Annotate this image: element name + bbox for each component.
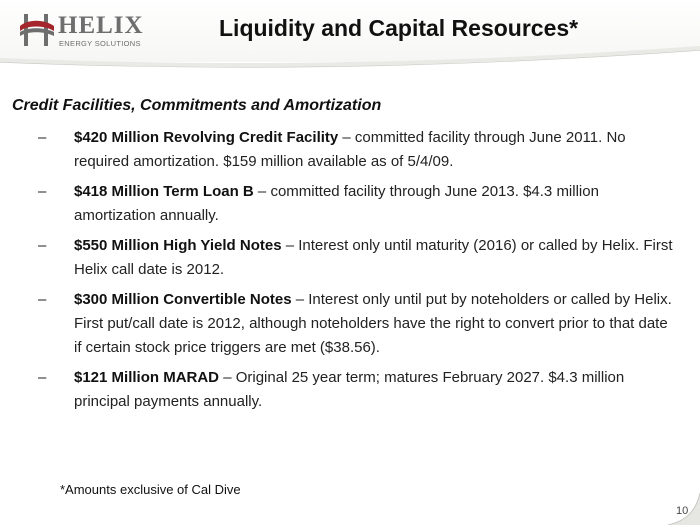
- helix-logo-mark-icon: [18, 10, 56, 50]
- page-number: 10: [676, 505, 689, 517]
- bullet-text: – Interest only until maturity (2016) or called by Helix. First Helix call date is 2012.: [74, 237, 673, 278]
- slide-title: Liquidity and Capital Resources*: [219, 15, 579, 41]
- bullet-dash: –: [38, 237, 47, 254]
- bullet-bold-label: $550 Million High Yield Notes: [74, 237, 282, 254]
- bullet-dash: –: [38, 291, 47, 308]
- section-heading: Credit Facilities, Commitments and Amortization: [12, 97, 382, 114]
- bullet-dash: –: [38, 369, 47, 386]
- bullet-list: [38, 126, 678, 420]
- bullet-dash: –: [38, 129, 47, 146]
- bullet-text: – Interest only until put by noteholders or called by Helix. First put/call date is 2012, although noteholders have the right to convert prior to that date if certain stock price triggers are met ($38.56).: [74, 291, 672, 356]
- list-item: [38, 180, 678, 228]
- list-item: [38, 288, 678, 360]
- helix-logo: [18, 10, 144, 50]
- bullet-bold-label: $300 Million Convertible Notes: [74, 291, 292, 308]
- bullet-text: – committed facility through June 2013. $4.3 million amortization annually.: [74, 183, 599, 224]
- logo-wordmark: HELIX: [58, 12, 144, 39]
- bullet-text: – Original 25 year term; matures February 2027. $4.3 million principal payments annually.: [74, 369, 625, 410]
- list-item: [38, 234, 678, 282]
- footnote: *Amounts exclusive of Cal Dive: [60, 482, 241, 497]
- bullet-bold-label: $121 Million MARAD: [74, 369, 220, 386]
- bullet-text: – committed facility through June 2011. No required amortization. $159 million available as of 5/4/09.: [74, 129, 626, 170]
- bullet-bold-label: $420 Million Revolving Credit Facility: [74, 129, 339, 146]
- list-item: [38, 366, 678, 414]
- bullet-bold-label: $418 Million Term Loan B: [74, 183, 254, 200]
- list-item: [38, 126, 678, 174]
- logo-subtitle: ENERGY SOLUTIONS: [59, 39, 141, 48]
- bullet-dash: –: [38, 183, 47, 200]
